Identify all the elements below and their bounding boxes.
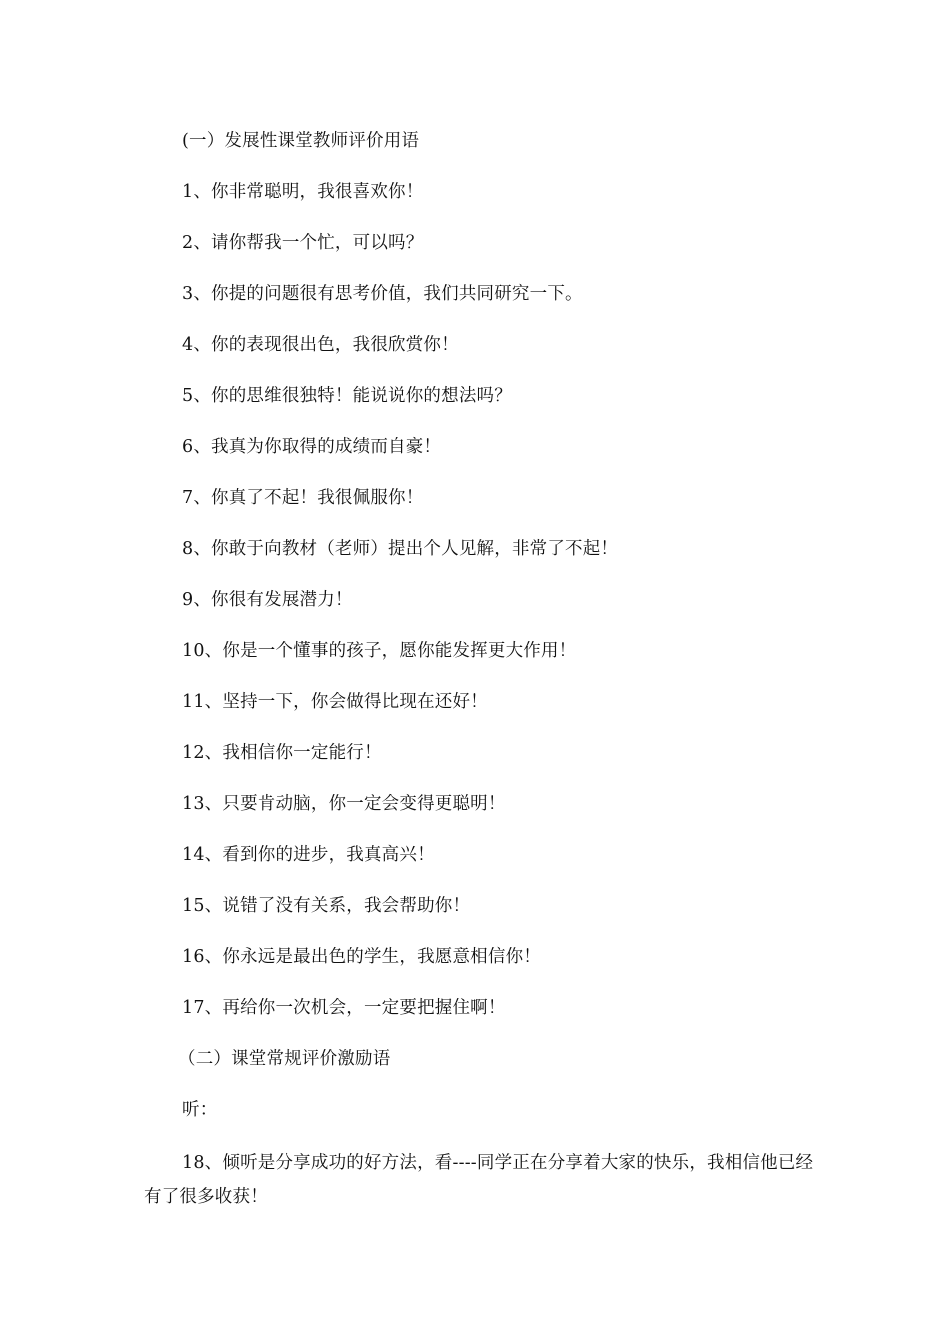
list-item: 15、说错了没有关系，我会帮助你！: [182, 896, 471, 916]
list-item: 1、你非常聪明，我很喜欢你！: [182, 182, 424, 202]
list-item: 14、看到你的进步，我真高兴！: [182, 845, 435, 865]
list-item: 17、再给你一次机会，一定要把握住啊！: [182, 998, 506, 1018]
list-item: 8、你敢于向教材（老师）提出个人见解，非常了不起！: [182, 539, 619, 559]
list-item: 7、你真了不起！我很佩服你！: [182, 488, 424, 508]
list-item: 9、你很有发展潜力！: [182, 590, 353, 610]
list-item: 4、你的表现很出色，我很欣赏你！: [182, 335, 459, 355]
section-heading-1: (一）发展性课堂教师评价用语: [182, 131, 420, 151]
list-item: 13、只要肯动脑，你一定会变得更聪明！: [182, 794, 506, 814]
list-item: 6、我真为你取得的成绩而自豪！: [182, 437, 442, 457]
section-heading-2: （二）课堂常规评价激励语: [178, 1049, 391, 1069]
paragraph-item-18: 18、倾听是分享成功的好方法，看----同学正在分享着大家的快乐，我相信他已经有了很多收获！: [144, 1153, 814, 1207]
list-item: 11、坚持一下，你会做得比现在还好！: [182, 692, 488, 712]
list-item: 5、你的思维很独特！能说说你的想法吗？: [182, 386, 512, 406]
subheading-listen: 听：: [182, 1100, 218, 1120]
list-item: 16、你永远是最出色的学生，我愿意相信你！: [182, 947, 541, 967]
list-item: 2、请你帮我一个忙，可以吗？: [182, 233, 424, 253]
list-item: 3、你提的问题很有思考价值，我们共同研究一下。: [182, 284, 583, 304]
list-item: 12、我相信你一定能行！: [182, 743, 382, 763]
list-item: 10、你是一个懂事的孩子，愿你能发挥更大作用！: [182, 641, 577, 661]
